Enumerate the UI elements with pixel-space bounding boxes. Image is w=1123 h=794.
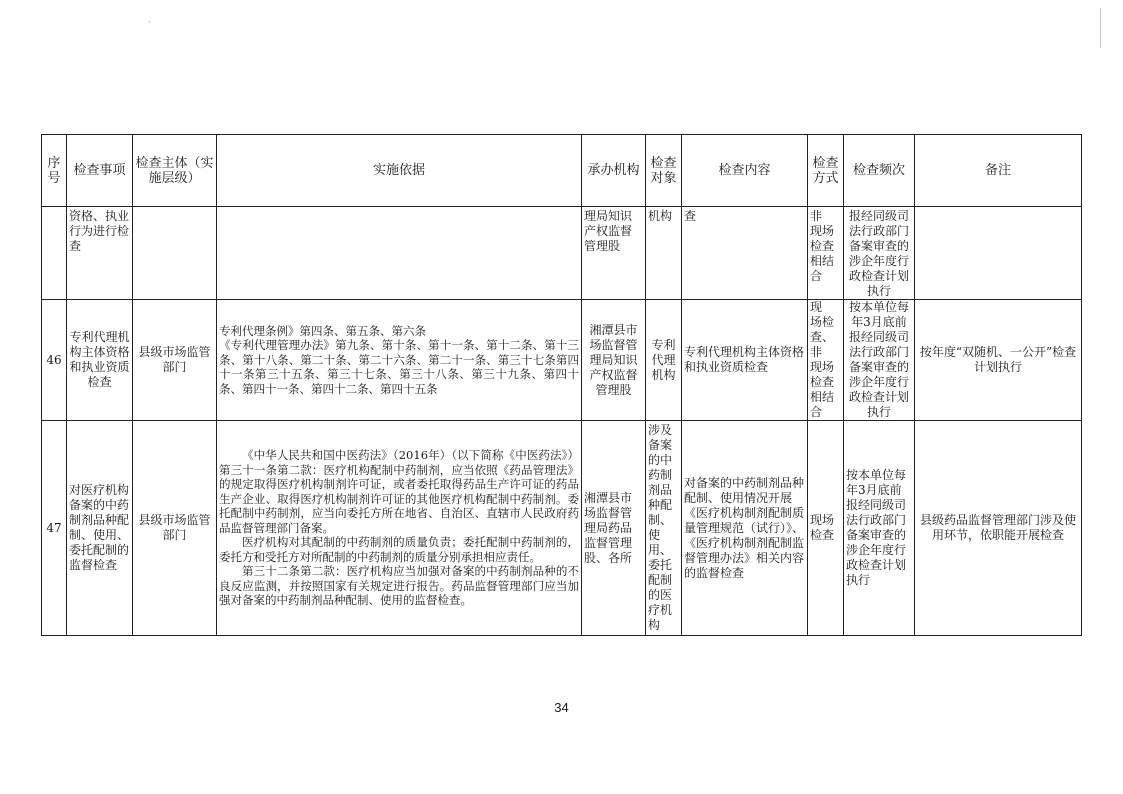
cell-content: 查 (682, 207, 808, 300)
cell-subject: 县级市场监管部门 (133, 300, 217, 421)
cell-note: 按年度“双随机、一公开”检查计划执行 (915, 300, 1082, 421)
cell-content: 专利代理机构主体资格和执业资质检查 (682, 300, 808, 421)
header-note: 备注 (915, 135, 1082, 207)
basis-paragraph: 医疗机构对其配制的中药制剂的质量负责；委托配制中药制剂的，委托方和受托方对所配制的中药制剂的质量分别承担相应责任。 (219, 535, 579, 564)
page-number: 34 (554, 700, 569, 715)
basis-paragraph: 专利代理条例》第四条、第五条、第六条 (219, 323, 426, 338)
cell-target: 机构 (646, 207, 682, 300)
cell-target: 涉及备案的中药制剂品种配制、使用、委托配制的医疗机构 (646, 421, 682, 636)
cell-method: 非 现场 检查 相结合 (808, 207, 844, 300)
cell-note: 县级药品监督管理部门涉及使用环节，依职能开展检查 (915, 421, 1082, 636)
basis-paragraph: 《专利代理管理办法》第九条、第十条、第十一条、第十二条、第十三条、第十八条、第二十条、第二十六条、第二十一条、第三十七条第四十一条第三十五条、第三十七条、第三十八条、第三十九条、第四十条、第四十一条、第四十二条、第四十五条 (219, 338, 579, 396)
cell-item: 专利代理机构主体资格和执业资质检查 (67, 300, 133, 421)
inspection-table (41, 134, 1082, 636)
header-row (42, 135, 1082, 207)
cell-note (915, 207, 1082, 300)
header-method: 检查方式 (808, 135, 844, 207)
table-row (42, 207, 1082, 300)
cell-agency: 理局知识产权监督管理股 (582, 207, 646, 300)
cell-basis (217, 421, 582, 636)
cell-frequency: 报经同级司法行政部门备案审查的涉企年度行政检查计划执行 (844, 207, 915, 300)
cell-method: 现 场检查、非 现场 检查 相结合 (808, 300, 844, 421)
header-basis: 实施依据 (217, 135, 582, 207)
header-frequency: 检查频次 (844, 135, 915, 207)
header-item: 检查事项 (67, 135, 133, 207)
cell-no (42, 207, 67, 300)
header-agency: 承办机构 (582, 135, 646, 207)
cell-item: 资格、执业行为进行检查 (67, 207, 133, 300)
header-target: 检查对象 (646, 135, 682, 207)
basis-paragraph: 第三十二条第二款：医疗机构应当加强对备案的中药制剂品种的不良反应监测，并按照国家有关规定进行报告。药品监督管理部门应当加强对备案的中药制剂品种配制、使用的监督检查。 (219, 564, 579, 608)
cell-subject: 县级市场监管部门 (133, 421, 217, 636)
cell-basis (217, 207, 582, 300)
table-row (42, 421, 1082, 636)
header-no: 序号 (42, 135, 67, 207)
scan-mark: · (148, 18, 151, 27)
scan-edge-line (1100, 8, 1101, 48)
table-row (42, 300, 1082, 421)
cell-frequency: 按本单位每年3月底前报经同级司法行政部门备案审查的涉企年度行政检查计划执行 (844, 300, 915, 421)
header-content: 检查内容 (682, 135, 808, 207)
basis-paragraph: 《中华人民共和国中医药法》（2016年）（以下简称《中医药法》）第三十一条第二款：医疗机构配制中药制剂，应当依照《药品管理法》的规定取得医疗机构制剂许可证，或者委托取得药品生产许可证的药品生产企业、取得医疗机构制剂许可证的其他医疗机构配制中药制剂。委托配制中药制剂，应当向委托方所在地省、自治区、直辖市人民政府药品监督管理部门备案。 (219, 448, 579, 535)
cell-subject (133, 207, 217, 300)
cell-method: 现场检查 (808, 421, 844, 636)
cell-agency: 湘潭县市场监督管理局知识产权监督管理股 (582, 300, 646, 421)
cell-no: 47 (42, 421, 67, 636)
cell-no: 46 (42, 300, 67, 421)
cell-content: 对备案的中药制剂品种配制、使用情况开展《医疗机构制剂配制质量管理规范（试行）》、《医疗机构制剂配制监督管理办法》相关内容的监督检查 (682, 421, 808, 636)
cell-item: 对医疗机构备案的中药制剂品种配制、使用、委托配制的监督检查 (67, 421, 133, 636)
header-subject: 检查主体（实施层级） (133, 135, 217, 207)
cell-basis (217, 300, 582, 421)
cell-target: 专利代理机构 (646, 300, 682, 421)
cell-frequency: 按本单位每年3月底前报经同级司法行政部门备案审查的涉企年度行政检查计划执行 (844, 421, 915, 636)
cell-agency: 湘潭县市场监督管理局药品监督管理股、各所 (582, 421, 646, 636)
